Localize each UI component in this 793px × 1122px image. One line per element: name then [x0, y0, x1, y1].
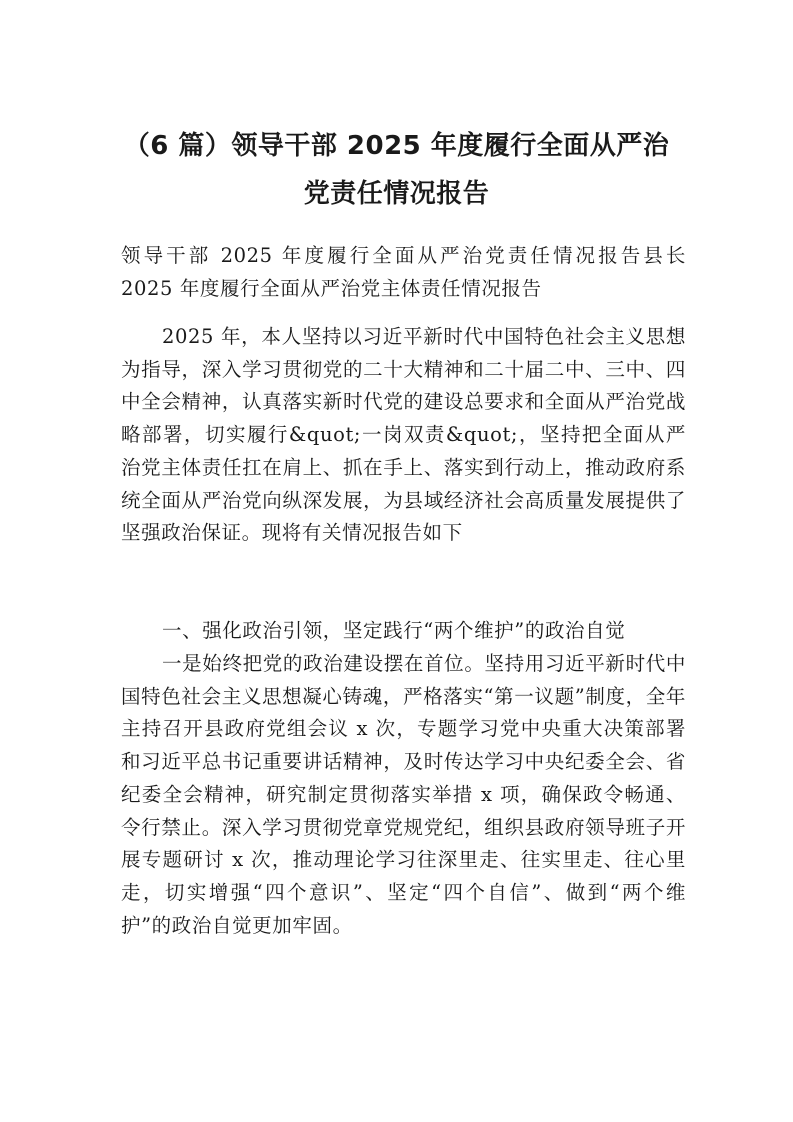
body-paragraph-2: 一是始终把党的政治建设摆在首位。坚持用习近平新时代中国特色社会主义思想凝心铸魂，严格落实“第一议题”制度，全年主持召开县政府党组会议 x 次，专题学习党中央重大决策部署和习近平总书记重要讲话精神，及时传达学习中央纪委全会、省纪委全会精神，研究制定贯彻落实举措 x 项，确保政令畅通、令行禁止。深入学习贯彻党章党规党纪，组织县政府领导班子开展专题研讨 x 次，推动理论学习往深里走、往实里走、往心里走，切实增强“四个意识”、坚定“四个自信”、做到“两个维护”的政治自觉更加牢固。 [121, 652, 686, 937]
document-title-line-1: （6 篇）领导干部 2025 年度履行全面从严治 [123, 131, 670, 161]
intro-paragraph: 领导干部 2025 年度履行全面从严治党责任情况报告县长 2025 年度履行全面从严治党主体责任情况报告 [121, 244, 686, 300]
body-paragraph-1: 2025 年，本人坚持以习近平新时代中国特色社会主义思想为指导，深入学习贯彻党的二十大精神和二十届二中、三中、四中全会精神，认真落实新时代党的建设总要求和全面从严治党战略部署，切实履行&quot;一岗双责&quot;，坚持把全面从严治党主体责任扛在肩上、抓在手上、落实到行动上，推动政府系统全面从严治党向纵深发展，为县域经济社会高质量发展提供了坚强政治保证。现将有关情况报告如下 [121, 325, 686, 545]
section-heading-1: 一、强化政治引领，坚定践行“两个维护”的政治自觉 [162, 619, 626, 642]
document-title-line-2: 党责任情况报告 [303, 179, 490, 209]
